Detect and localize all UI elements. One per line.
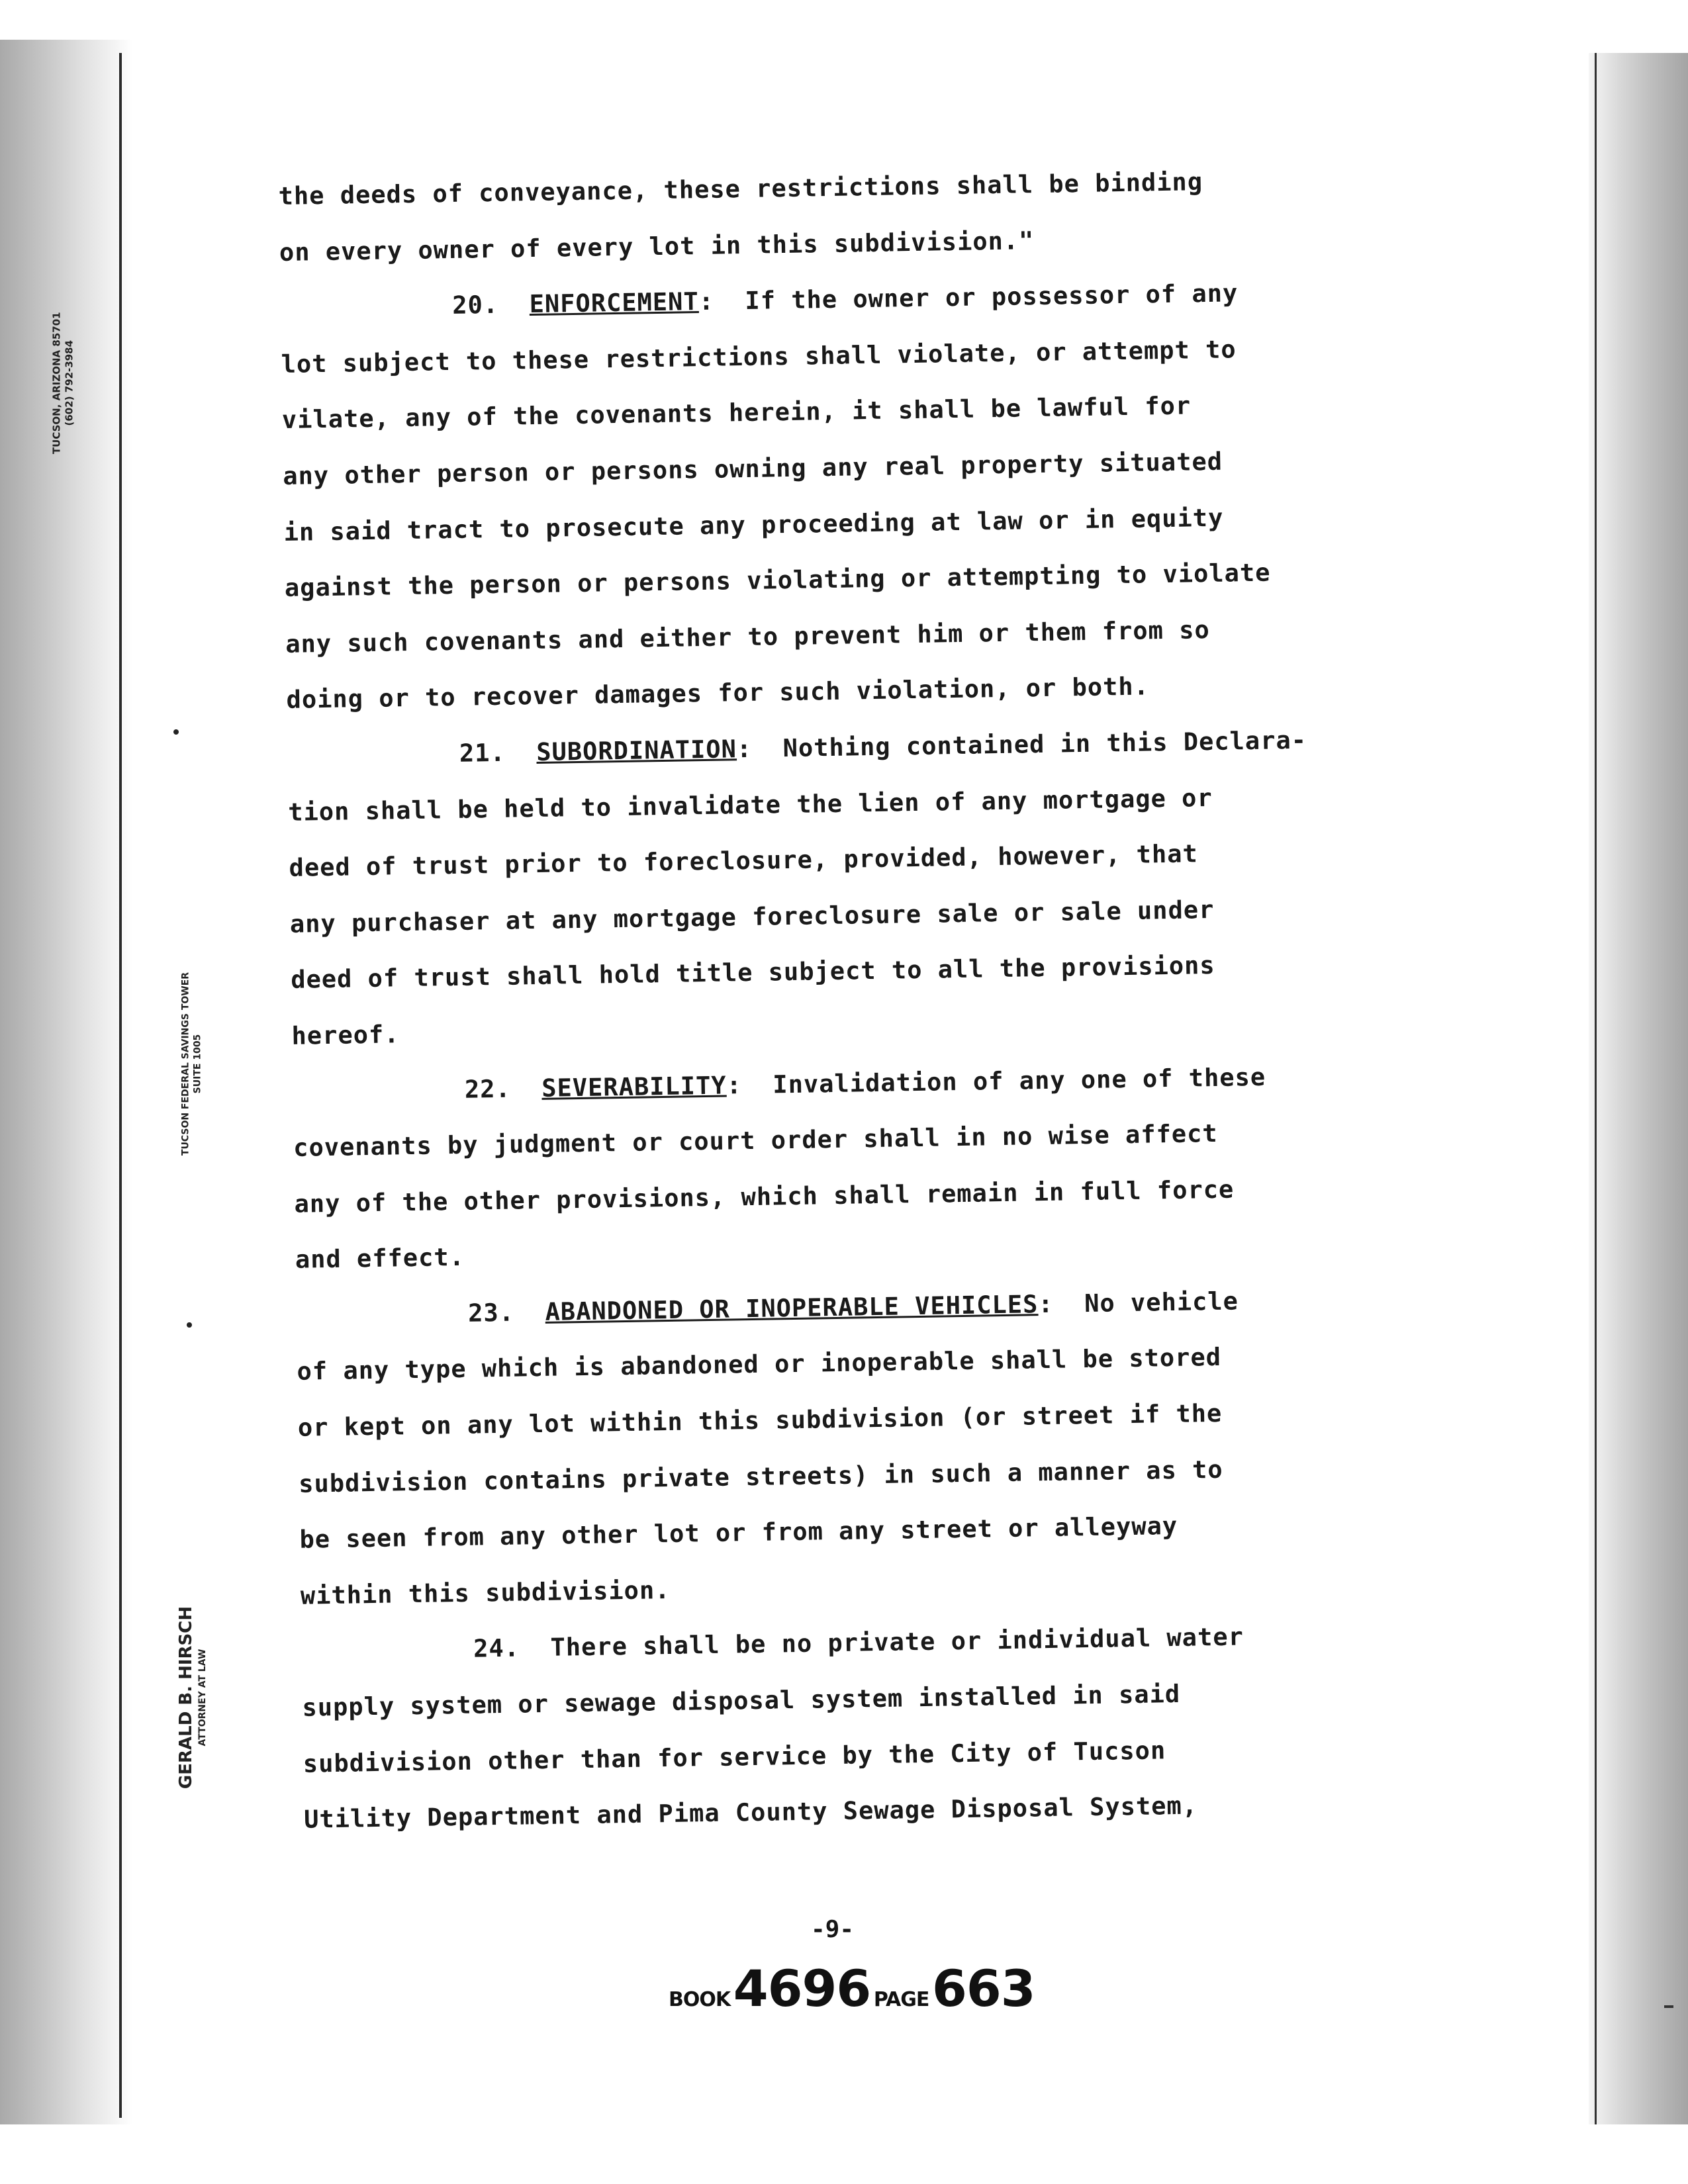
- section-heading: ABANDONED OR INOPERABLE VEHICLES: [545, 1290, 1039, 1326]
- margin-bullet: [173, 729, 179, 735]
- section-number: 23.: [467, 1298, 515, 1328]
- body-line: lot subject to these restrictions shall violate, or attempt to: [281, 335, 1237, 379]
- margin-address: [50, 224, 75, 542]
- section-text: Invalidation of any one of these: [773, 1062, 1266, 1099]
- page-label: PAGE: [873, 1988, 929, 2011]
- body-line: any of the other provisions, which shall remain in full force: [294, 1175, 1235, 1218]
- margin-bullet: [187, 1322, 192, 1328]
- body-line: deed of trust shall hold title subject to all the provisions: [290, 951, 1215, 995]
- section-heading: ENFORCEMENT: [529, 287, 700, 319]
- attorney-name: GERALD B. HIRSCH: [176, 1606, 196, 1790]
- body-line: covenants by judgment or court order shall in no wise affect: [293, 1118, 1218, 1162]
- attorney-title: ATTORNEY AT LAW: [197, 1649, 208, 1747]
- section-21: 21. SUBORDINATION: Nothing contained in this Declara-: [459, 725, 1307, 768]
- body-line: subdivision contains private streets) in such a manner as to: [298, 1455, 1223, 1498]
- body-line: on every owner of every lot in this subdivision.": [279, 226, 1035, 267]
- body-line: supply system or sewage disposal system installed in said: [302, 1679, 1181, 1722]
- section-text: If the owner or possessor of any: [745, 279, 1239, 316]
- section-number: 22.: [464, 1074, 512, 1104]
- body-line: Utility Department and Pima County Sewage Disposal System,: [303, 1791, 1198, 1834]
- page-ref: 663: [931, 1959, 1035, 2018]
- building-name: TUCSON FEDERAL SAVINGS TOWER: [180, 972, 191, 1156]
- body-line: or kept on any lot within this subdivision (or street if the: [297, 1398, 1223, 1442]
- book-label: BOOK: [669, 1988, 731, 2011]
- page-number: -9-: [811, 1916, 855, 1943]
- document-body: [278, 152, 1397, 1848]
- section-20: 20. ENFORCEMENT: If the owner or possessor of any: [451, 279, 1239, 320]
- section-number: 21.: [459, 738, 506, 768]
- body-line: tion shall be held to invalidate the lien of any mortgage or: [287, 783, 1213, 827]
- section-text: Nothing contained in this Declara-: [782, 725, 1307, 763]
- body-line: within this subdivision.: [300, 1575, 671, 1610]
- body-line: and effect.: [295, 1243, 465, 1275]
- address-line-city: TUCSON, ARIZONA 85701: [50, 312, 63, 455]
- section-text: No vehicle: [1084, 1287, 1239, 1318]
- scan-edge-right: [1589, 53, 1688, 2124]
- address-line-phone: (602) 792-3984: [63, 340, 75, 426]
- body-line: deed of trust prior to foreclosure, provided, however, that: [289, 839, 1199, 882]
- margin-attorney: [175, 1585, 209, 1810]
- body-line: vilate, any of the covenants herein, it shall be lawful for: [281, 391, 1192, 435]
- section-23: 23. ABANDONED OR INOPERABLE VEHICLES: No vehicle: [467, 1287, 1239, 1328]
- book-number: 4696: [733, 1959, 871, 2018]
- body-line: any purchaser at any mortgage foreclosure sale or sale under: [289, 895, 1215, 938]
- scan-border-right: [1595, 53, 1597, 2124]
- scan-border-left: [119, 53, 122, 2118]
- body-line: subdivision other than for service by the City of Tucson: [303, 1735, 1166, 1778]
- section-heading: SEVERABILITY: [541, 1071, 727, 1103]
- body-line: in said tract to prosecute any proceeding at law or in equity: [283, 503, 1224, 547]
- body-line: any other person or persons owning any real property situated: [282, 447, 1223, 490]
- book-page-stamp: [669, 1959, 1035, 2018]
- margin-building: [181, 859, 204, 1269]
- building-suite: SUITE 1005: [192, 1034, 203, 1094]
- section-number: 20.: [451, 290, 499, 320]
- body-line: against the person or persons violating or attempting to violate: [284, 558, 1271, 603]
- body-line: doing or to recover damages for such violation, or both.: [286, 672, 1150, 715]
- body-line: be seen from any other lot or from any street or alleyway: [299, 1512, 1178, 1554]
- body-line: the deeds of conveyance, these restrictions shall be binding: [278, 167, 1203, 210]
- section-text: There shall be no private or individual water: [550, 1622, 1244, 1662]
- scan-mark: [1664, 2005, 1673, 2008]
- body-line: hereof.: [291, 1020, 400, 1050]
- body-line: of any type which is abandoned or inoperable shall be stored: [297, 1343, 1222, 1387]
- section-number: 24.: [473, 1633, 520, 1664]
- body-line: any such covenants and either to prevent him or them from so: [285, 615, 1211, 659]
- section-22: 22. SEVERABILITY: Invalidation of any one of these: [464, 1062, 1266, 1104]
- section-heading: SUBORDINATION: [536, 735, 737, 766]
